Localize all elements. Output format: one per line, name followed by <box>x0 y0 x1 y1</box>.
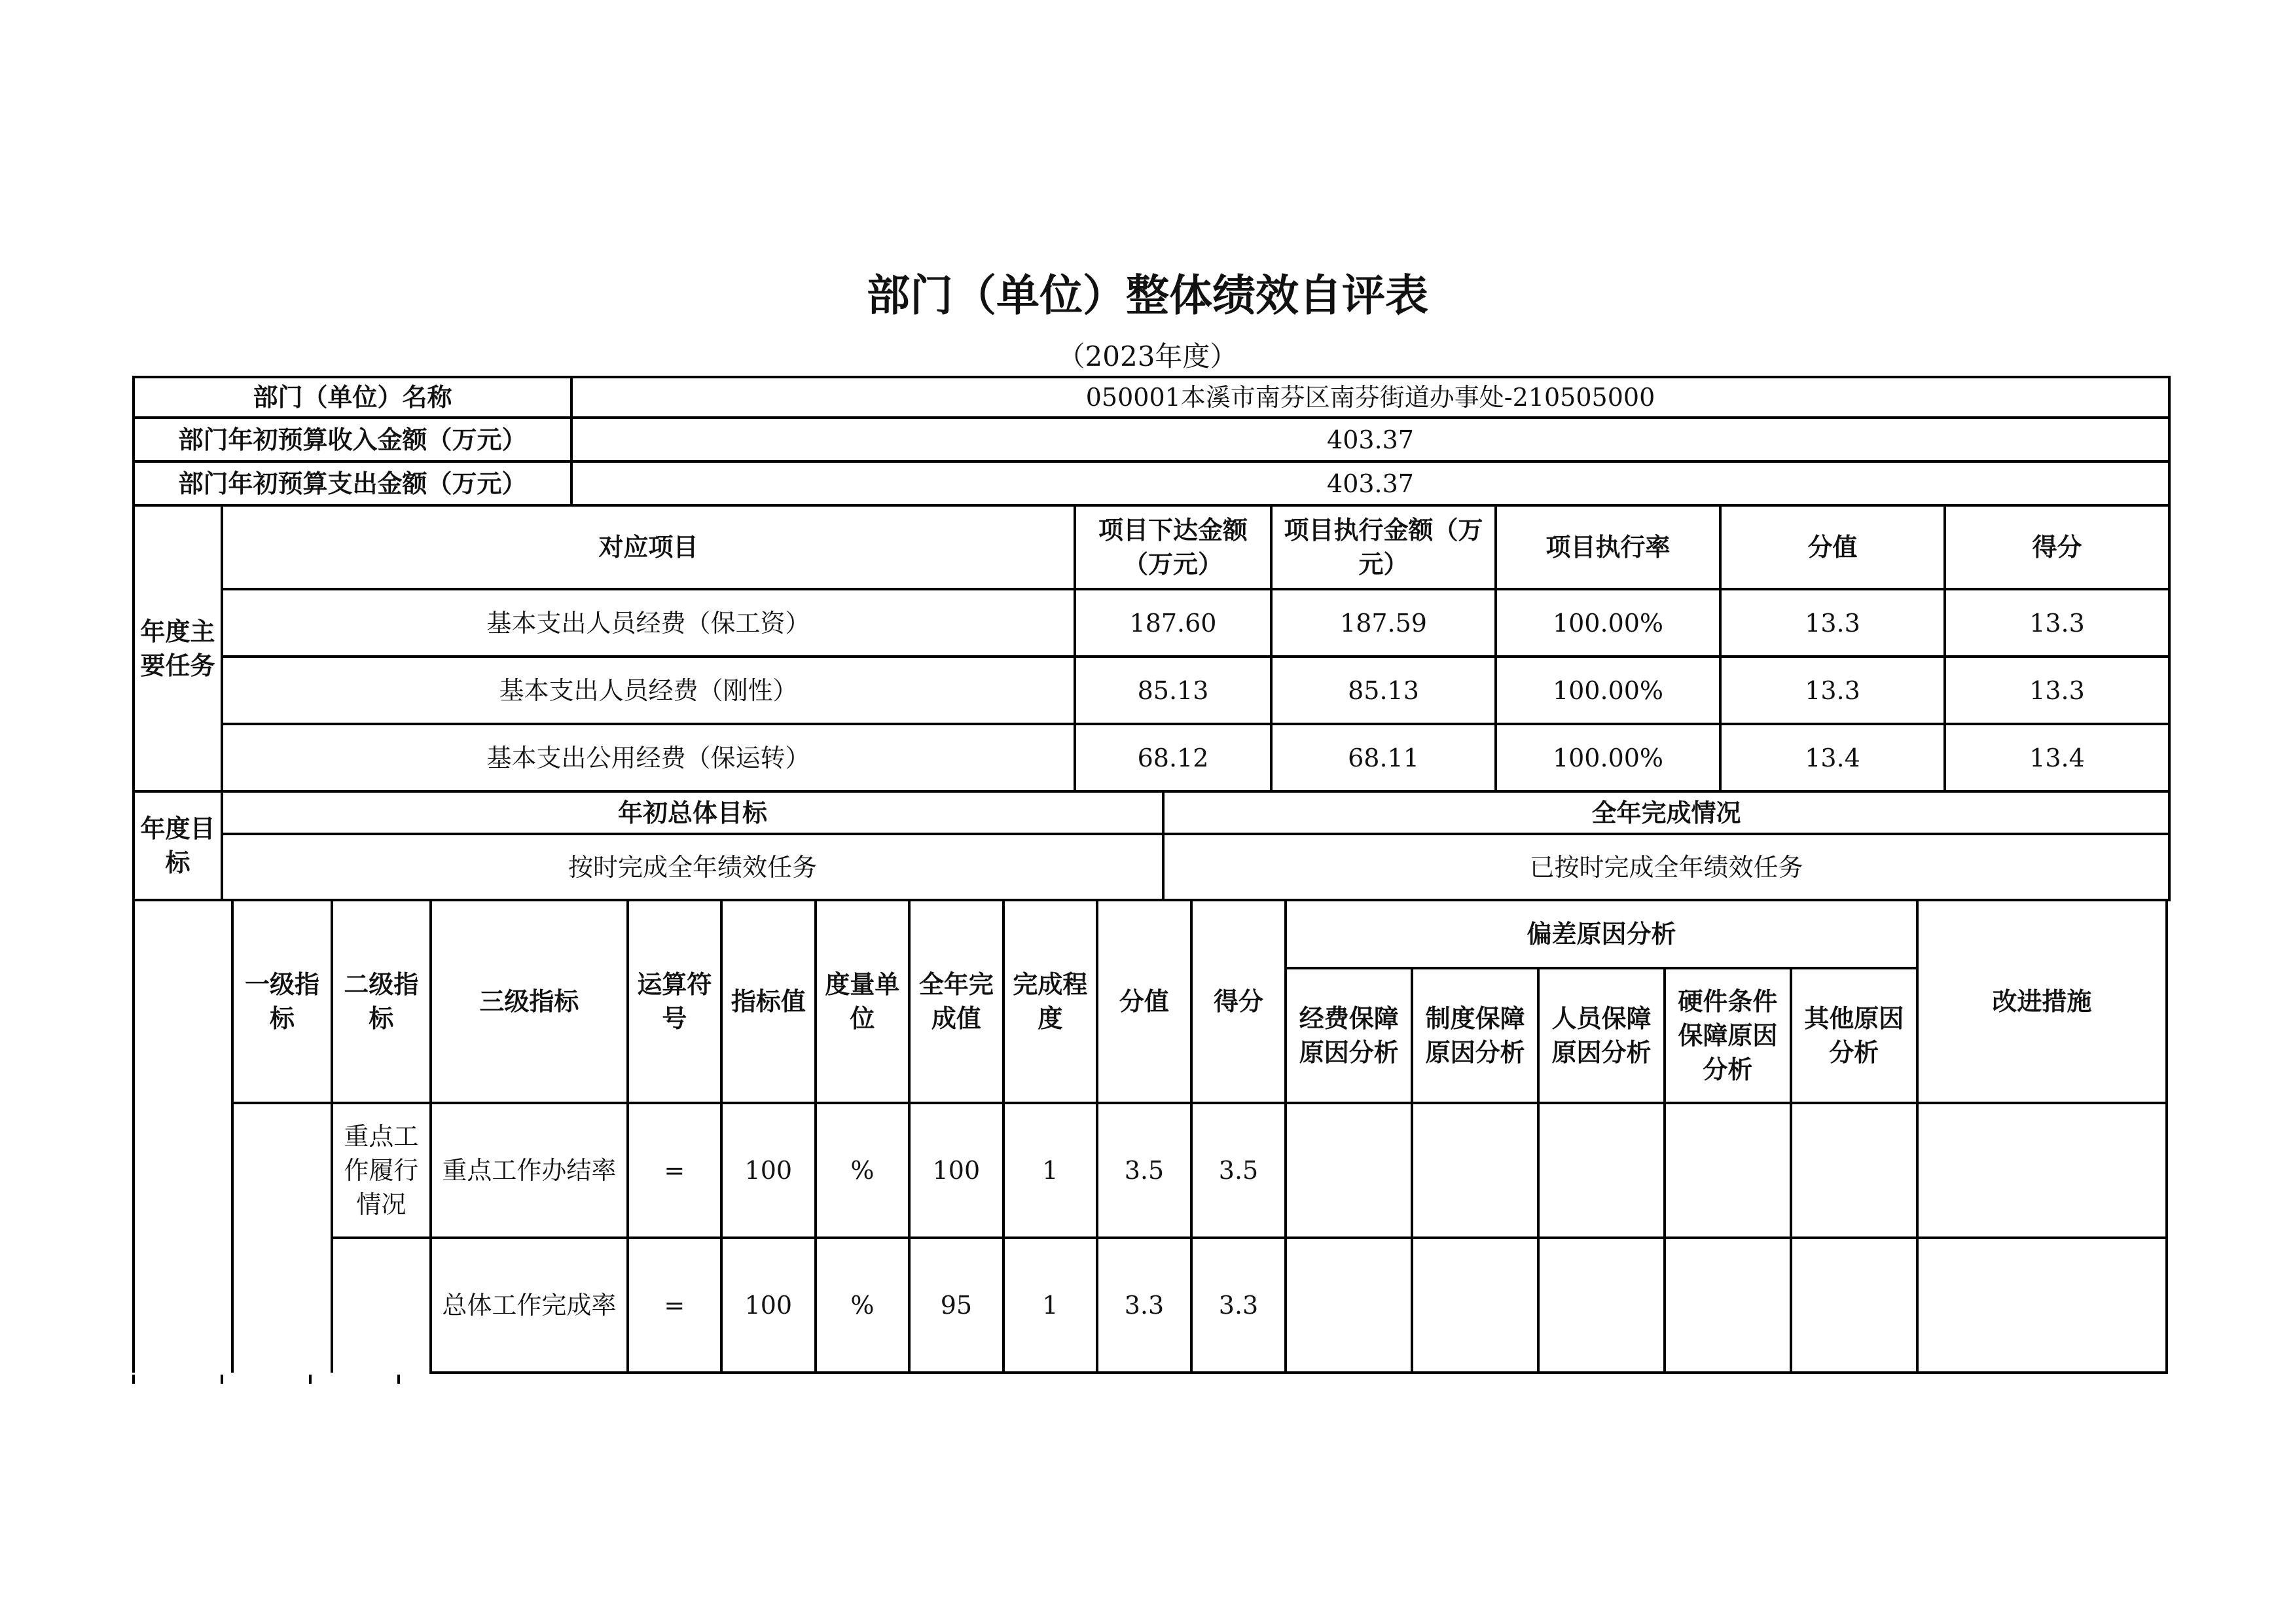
header-score-value: 分值 <box>1097 900 1191 1103</box>
header-dev-other: 其他原因分析 <box>1791 968 1917 1103</box>
task-rate: 100.00% <box>1496 589 1720 657</box>
tasks-header-rate: 项目执行率 <box>1496 505 1720 589</box>
indicator-score: 3.5 <box>1191 1103 1286 1238</box>
continuation-line <box>221 1375 223 1384</box>
task-issued: 187.60 <box>1075 589 1271 657</box>
header-level2: 二级指标 <box>332 900 431 1103</box>
indicator-level2 <box>332 1238 431 1373</box>
indicator-level3: 总体工作完成率 <box>431 1238 628 1373</box>
task-row <box>134 724 2169 791</box>
info-row <box>134 377 2169 418</box>
continuation-line <box>132 1375 135 1384</box>
indicator-dev-hardware <box>1665 1238 1791 1373</box>
info-label: 部门年初预算支出金额（万元） <box>134 461 571 505</box>
indicator-operator: = <box>628 1103 722 1238</box>
indicators-table <box>132 899 2168 1374</box>
indicator-dev-other <box>1791 1103 1917 1238</box>
task-score-value: 13.4 <box>1720 724 1945 791</box>
goals-initial-value: 按时完成全年绩效任务 <box>222 834 1163 900</box>
indicator-row <box>134 1103 2167 1238</box>
tasks-header-issued: 项目下达金额（万元） <box>1075 505 1271 589</box>
info-table <box>132 376 2171 507</box>
info-label: 部门（单位）名称 <box>134 377 571 418</box>
header-dev-personnel: 人员保障原因分析 <box>1538 968 1665 1103</box>
header-actual: 全年完成值 <box>909 900 1003 1103</box>
indicator-score: 3.3 <box>1191 1238 1286 1373</box>
header-unit: 度量单位 <box>816 900 910 1103</box>
goals-completion-header: 全年完成情况 <box>1163 791 2169 834</box>
goals-value-row <box>134 834 2169 900</box>
tasks-table <box>132 504 2171 793</box>
indicator-degree: 1 <box>1003 1238 1098 1373</box>
task-issued: 85.13 <box>1075 657 1271 724</box>
goals-initial-header: 年初总体目标 <box>222 791 1163 834</box>
continuation-line <box>309 1375 312 1384</box>
indicator-row <box>134 1238 2167 1373</box>
indicator-level2: 重点工作履行情况 <box>332 1103 431 1238</box>
indicator-dev-personnel <box>1538 1238 1665 1373</box>
header-operator: 运算符号 <box>628 900 722 1103</box>
goals-completion-value: 已按时完成全年绩效任务 <box>1163 834 2169 900</box>
tasks-section-label: 年度主要任务 <box>134 505 222 791</box>
indicators-section-label <box>134 900 232 1373</box>
page-title: 部门（单位）整体绩效自评表 <box>867 270 1428 321</box>
tasks-header-item: 对应项目 <box>222 505 1075 589</box>
indicators-header-row <box>134 900 2167 968</box>
task-executed: 187.59 <box>1271 589 1496 657</box>
task-executed: 68.11 <box>1271 724 1496 791</box>
indicator-improvement <box>1917 1238 2167 1373</box>
goals-table <box>132 790 2171 901</box>
header-score: 得分 <box>1191 900 1286 1103</box>
header-dev-hardware: 硬件条件保障原因分析 <box>1665 968 1791 1103</box>
task-row <box>134 589 2169 657</box>
info-label: 部门年初预算收入金额（万元） <box>134 418 571 461</box>
task-item: 基本支出公用经费（保运转） <box>222 724 1075 791</box>
task-score: 13.3 <box>1945 657 2169 724</box>
indicator-level1 <box>232 1103 331 1373</box>
header-degree: 完成程度 <box>1003 900 1098 1103</box>
indicator-unit: % <box>816 1238 910 1373</box>
task-executed: 85.13 <box>1271 657 1496 724</box>
task-score-value: 13.3 <box>1720 657 1945 724</box>
task-score: 13.4 <box>1945 724 2169 791</box>
indicator-dev-system <box>1412 1103 1538 1238</box>
indicator-level3: 重点工作办结率 <box>431 1103 628 1238</box>
continuation-line <box>397 1375 400 1384</box>
indicator-score-value: 3.5 <box>1097 1103 1191 1238</box>
header-dev-funding: 经费保障原因分析 <box>1286 968 1412 1103</box>
indicator-dev-funding <box>1286 1238 1412 1373</box>
tasks-header-row <box>134 505 2169 589</box>
indicator-actual: 95 <box>909 1238 1003 1373</box>
header-target: 指标值 <box>721 900 816 1103</box>
task-issued: 68.12 <box>1075 724 1271 791</box>
task-rate: 100.00% <box>1496 724 1720 791</box>
page-subtitle: （2023年度） <box>1057 340 1238 372</box>
info-value: 403.37 <box>571 461 2169 505</box>
indicator-unit: % <box>816 1103 910 1238</box>
task-item: 基本支出人员经费（刚性） <box>222 657 1075 724</box>
indicator-dev-other <box>1791 1238 1917 1373</box>
indicator-actual: 100 <box>909 1103 1003 1238</box>
goals-section-label: 年度目标 <box>134 791 222 900</box>
header-level3: 三级指标 <box>431 900 628 1103</box>
indicator-dev-system <box>1412 1238 1538 1373</box>
task-score-value: 13.3 <box>1720 589 1945 657</box>
indicator-dev-personnel <box>1538 1103 1665 1238</box>
indicator-dev-funding <box>1286 1103 1412 1238</box>
tasks-header-score-value: 分值 <box>1720 505 1945 589</box>
indicator-improvement <box>1917 1103 2167 1238</box>
header-dev-system: 制度保障原因分析 <box>1412 968 1538 1103</box>
task-row <box>134 657 2169 724</box>
info-value: 403.37 <box>571 418 2169 461</box>
header-improvement: 改进措施 <box>1917 900 2167 1103</box>
indicator-operator: = <box>628 1238 722 1373</box>
goals-header-row <box>134 791 2169 834</box>
indicator-dev-hardware <box>1665 1103 1791 1238</box>
tasks-header-executed: 项目执行金额（万元） <box>1271 505 1496 589</box>
header-deviation: 偏差原因分析 <box>1286 900 1917 968</box>
task-item: 基本支出人员经费（保工资） <box>222 589 1075 657</box>
indicator-target: 100 <box>721 1103 816 1238</box>
info-value: 050001本溪市南芬区南芬街道办事处-210505000 <box>571 377 2169 418</box>
info-row <box>134 461 2169 505</box>
indicator-score-value: 3.3 <box>1097 1238 1191 1373</box>
task-score: 13.3 <box>1945 589 2169 657</box>
indicator-degree: 1 <box>1003 1103 1098 1238</box>
header-level1: 一级指标 <box>232 900 331 1103</box>
tasks-header-score: 得分 <box>1945 505 2169 589</box>
info-row <box>134 418 2169 461</box>
task-rate: 100.00% <box>1496 657 1720 724</box>
indicator-target: 100 <box>721 1238 816 1373</box>
